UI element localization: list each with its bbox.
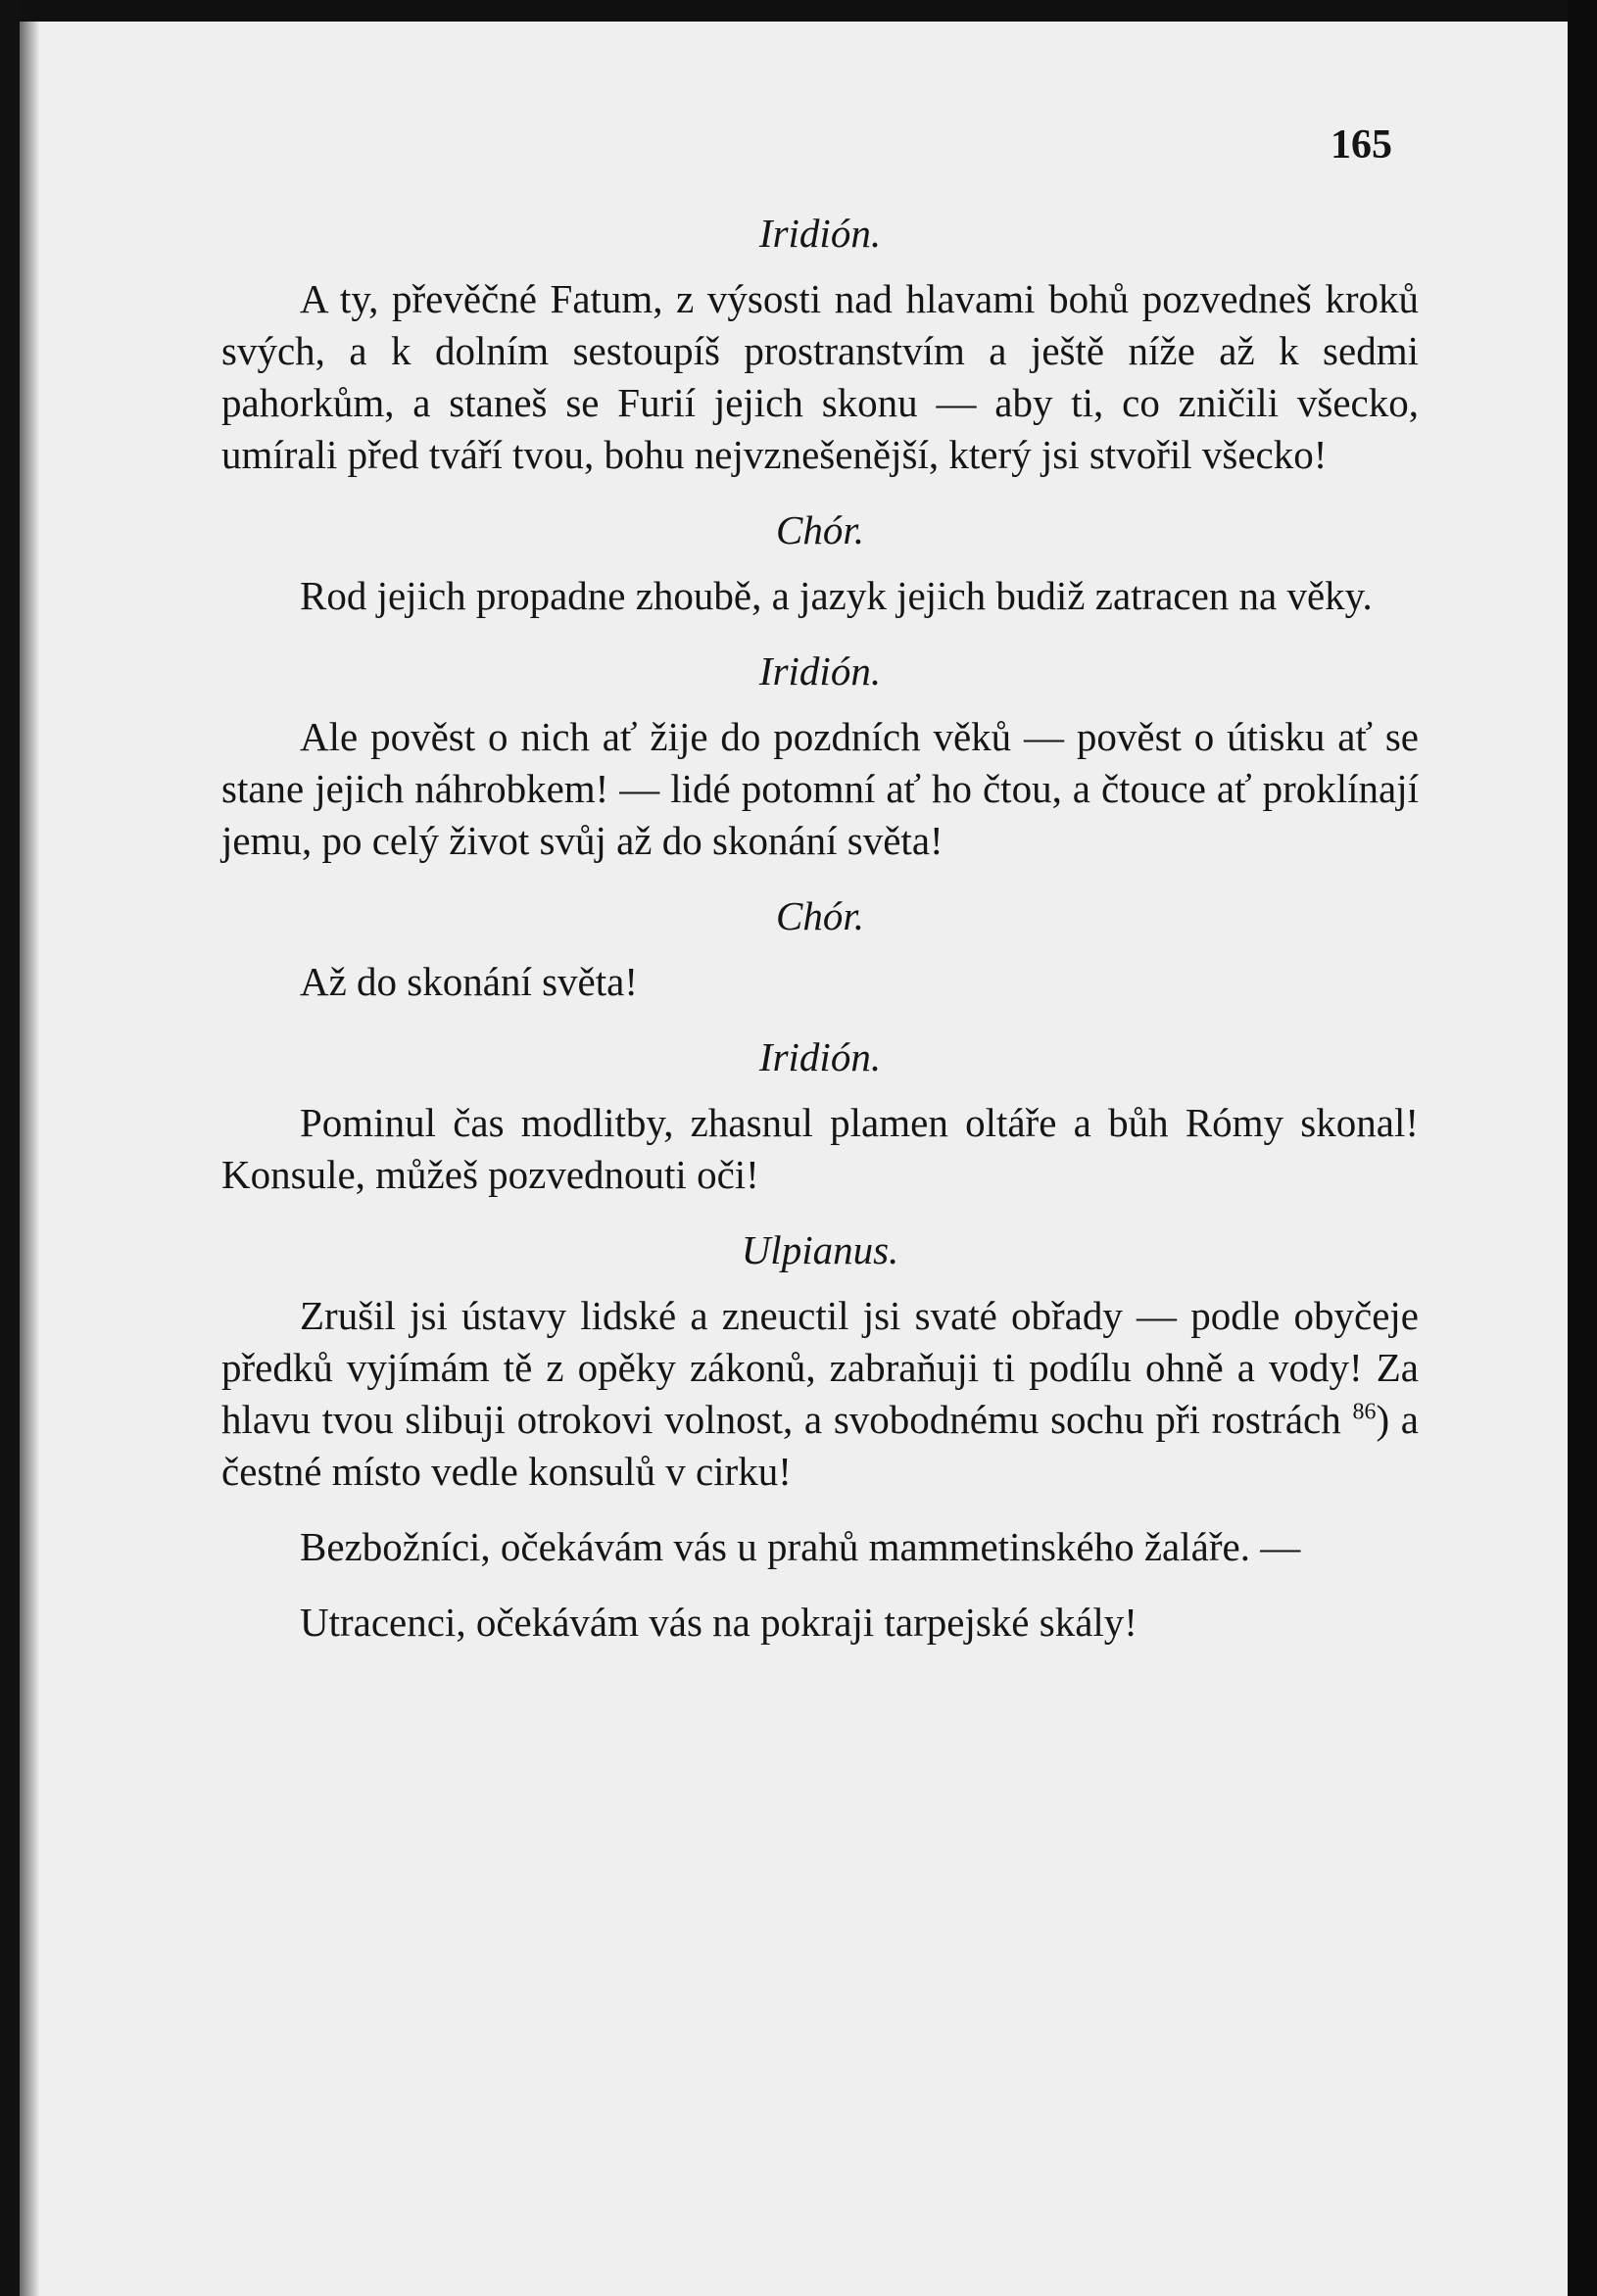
speaker-heading: Chór.	[775, 893, 864, 938]
paragraph: Rod jejich propadne zhoubě, a jazyk jejich budiž zatracen na věky.	[300, 573, 1373, 618]
page-gutter-shadow	[20, 22, 39, 2296]
paragraph-text-continued: ) a čestné místo vedle konsulů v cirku!	[221, 1397, 1419, 1494]
scan-border-left	[0, 0, 20, 2296]
paragraph	[221, 1290, 1419, 1498]
paragraph: Ale pověst o nich ať žije do pozdních věků — pověst o útisku ať se stane jejich náhrobkem! — lidé potomní ať ho čtou, a čtouce ať proklínají jemu, po celý život svůj až do skonání světa!	[221, 714, 1419, 863]
paragraph: Utracenci, očekávám vás na pokraji tarpejské skály!	[300, 1600, 1137, 1645]
paragraph-text: Zrušil jsi ústavy lidské a zneuctil jsi svaté obřady — podle obyčeje předků vyjímám tě z opěky zákonů, zabraňuji ti podílu ohně a vody! Za hlavu tvou slibuji otrokovi volnost, a svobodnému sochu při rostrách	[221, 1293, 1419, 1442]
scan-border-right	[1568, 0, 1597, 2296]
text-block	[221, 208, 1419, 1672]
speaker-heading: Ulpianus.	[741, 1227, 899, 1272]
paragraph: Až do skonání světa!	[300, 959, 638, 1004]
paragraph: A ty, převěčné Fatum, z výsosti nad hlavami bohů pozvedneš kroků svých, a k dolním sestoupíš prostranstvím a ještě níže až k sedmi pahorkům, a staneš se Furií jejich skonu — aby ti, co zničili všecko, umírali před tváří tvou, bohu nejvznešenější, který jsi stvořil všecko!	[221, 276, 1419, 477]
speaker-heading: Iridión.	[758, 1034, 882, 1079]
speaker-heading: Iridión.	[758, 648, 882, 694]
paragraph: Bezbožníci, očekávám vás u prahů mammetinského žaláře. —	[300, 1524, 1301, 1569]
paragraph: Pominul čas modlitby, zhasnul plamen oltáře a bůh Rómy skonal! Konsule, můžeš pozvednouti oči!	[221, 1100, 1419, 1197]
footnote-reference: 86	[1352, 1399, 1377, 1425]
scan-border-top	[0, 0, 1597, 22]
page-number: 165	[1331, 122, 1392, 167]
speaker-heading: Iridión.	[758, 211, 882, 256]
speaker-heading: Chór.	[775, 507, 864, 552]
